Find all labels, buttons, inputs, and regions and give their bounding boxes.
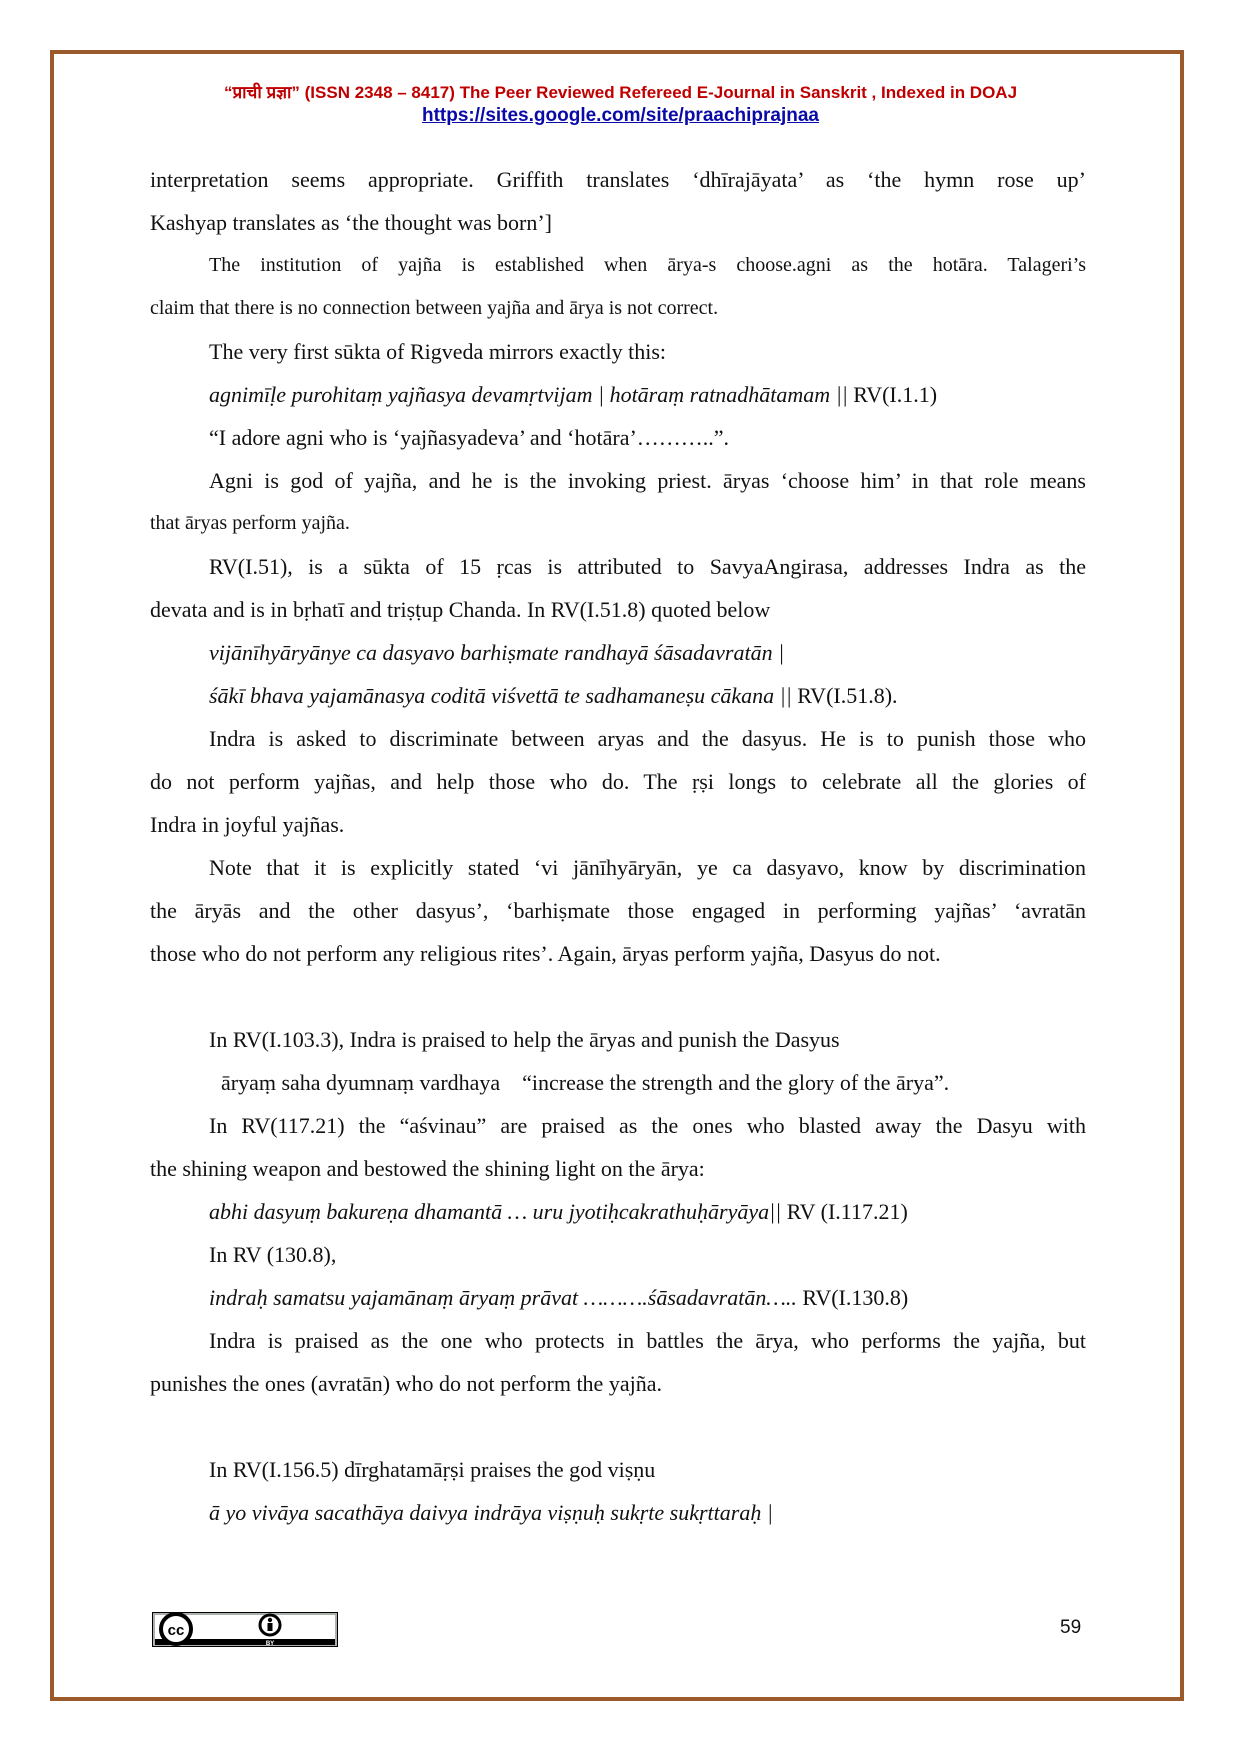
text-line: Indra in joyful yajñas. [150,812,345,837]
verse-text: vijānīhyāryānye ca dasyavo barhiṣmate randhayā śāsadavratān | [209,640,785,665]
verse-text: śākī bhava yajamānasya coditā viśvettā te sadhamaneṣu cākana || [209,683,792,708]
verse-text: agnimīḷe purohitaṃ yajñasya devamṛtvijam | hotāraṃ ratnadhātamam || [209,382,848,407]
journal-title: “प्राची प्रज्ञा” (ISSN 2348 – 8417) The Peer Reviewed Refereed E-Journal in Sanskrit , Indexed in DOAJ [223,83,1018,102]
cc-label: cc [167,1622,185,1639]
text-line: “I adore agni who is ‘yajñasyadeva’ and ‘hotāra’………..”. [209,425,730,450]
text-line: the shining weapon and bestowed the shining light on the ārya: [150,1156,705,1181]
text-line: Kashyap translates as ‘the thought was born’] [150,210,553,235]
text-line: RV(I.51), is a sūkta of 15 ṛcas is attributed to SavyaAngirasa, addresses Indra as the [209,554,1086,579]
verse-reference: RV(I.1.1) [847,382,938,407]
verse-line [150,631,1086,674]
creative-commons-by-badge[interactable] [152,1612,338,1647]
paragraph-gap [150,975,1086,1018]
by-label: BY [265,1641,275,1647]
verse-text: indraḥ samatsu yajamānaṃ āryaṃ prāvat ……….śāsadavratān….. [209,1285,797,1310]
text-line: Agni is god of yajña, and he is the invoking priest. āryas ‘choose him’ in that role means [209,468,1086,493]
verse-line [150,1491,1086,1534]
verse-line [150,674,1086,717]
text-line: punishes the ones (avratān) who do not perform the yajña. [150,1371,662,1396]
verse-reference: RV(I.130.8) [796,1285,909,1310]
text-line: Indra is praised as the one who protects in battles the ārya, who performs the yajña, but [209,1328,1086,1353]
text-line: The institution of yajña is established when ārya-s choose.agni as the hotāra. Talageri’s [209,254,1086,276]
journal-url-link[interactable]: https://sites.google.com/site/praachiprajnaa [422,105,819,126]
text-line: The very first sūkta of Rigveda mirrors exactly this: [209,339,666,364]
verse-line [150,373,1086,416]
text-line: In RV(I.156.5) dīrghatamāṛṣi praises the god viṣṇu [209,1457,656,1482]
verse-text: ā yo vivāya sacathāya daivya indrāya viṣṇuḥ sukṛte sukṛttaraḥ | [209,1500,773,1525]
verse-reference: RV (I.117.21) [781,1199,908,1224]
text-line: interpretation seems appropriate. Griffith translates ‘dhīrajāyata’ as ‘the hymn rose up’ [150,167,1086,192]
text-line: In RV (130.8), [209,1242,337,1267]
text-line: In RV(117.21) the “aśvinau” are praised as the ones who blasted away the Dasyu with [209,1113,1086,1138]
text-line: āryaṃ saha dyumnaṃ vardhaya “increase the strength and the glory of the ārya”. [221,1070,950,1095]
verse-line [150,1190,1086,1233]
text-line: Indra is asked to discriminate between aryas and the dasyus. He is to punish those who [209,726,1086,751]
text-line: do not perform yajñas, and help those who do. The ṛṣi longs to celebrate all the glories of [150,769,1086,794]
page-number: 59 [1060,1617,1082,1638]
text-line: the āryās and the other dasyus’, ‘barhiṣmate those engaged in performing yajñas’ ‘avratān [150,898,1086,923]
text-line: that āryas perform yajña. [150,512,350,534]
text-line: Note that it is explicitly stated ‘vi jānīhyāryān, ye ca dasyavo, know by discrimination [209,855,1086,880]
verse-line [150,1276,1086,1319]
paragraph-gap [150,1405,1086,1448]
text-line: claim that there is no connection between yajña and ārya is not correct. [150,297,719,319]
verse-reference: RV(I.51.8). [791,683,898,708]
text-line: those who do not perform any religious rites’. Again, āryas perform yajña, Dasyus do not. [150,941,941,966]
article-body [150,158,1086,1534]
verse-text: abhi dasyuṃ bakureṇa dhamantā … uru jyotiḥcakrathuḥāryāya|| [209,1199,782,1224]
text-line: devata and is in bṛhatī and triṣṭup Chanda. In RV(I.51.8) quoted below [150,597,771,622]
text-line: In RV(I.103.3), Indra is praised to help the āryas and punish the Dasyus [209,1027,840,1052]
